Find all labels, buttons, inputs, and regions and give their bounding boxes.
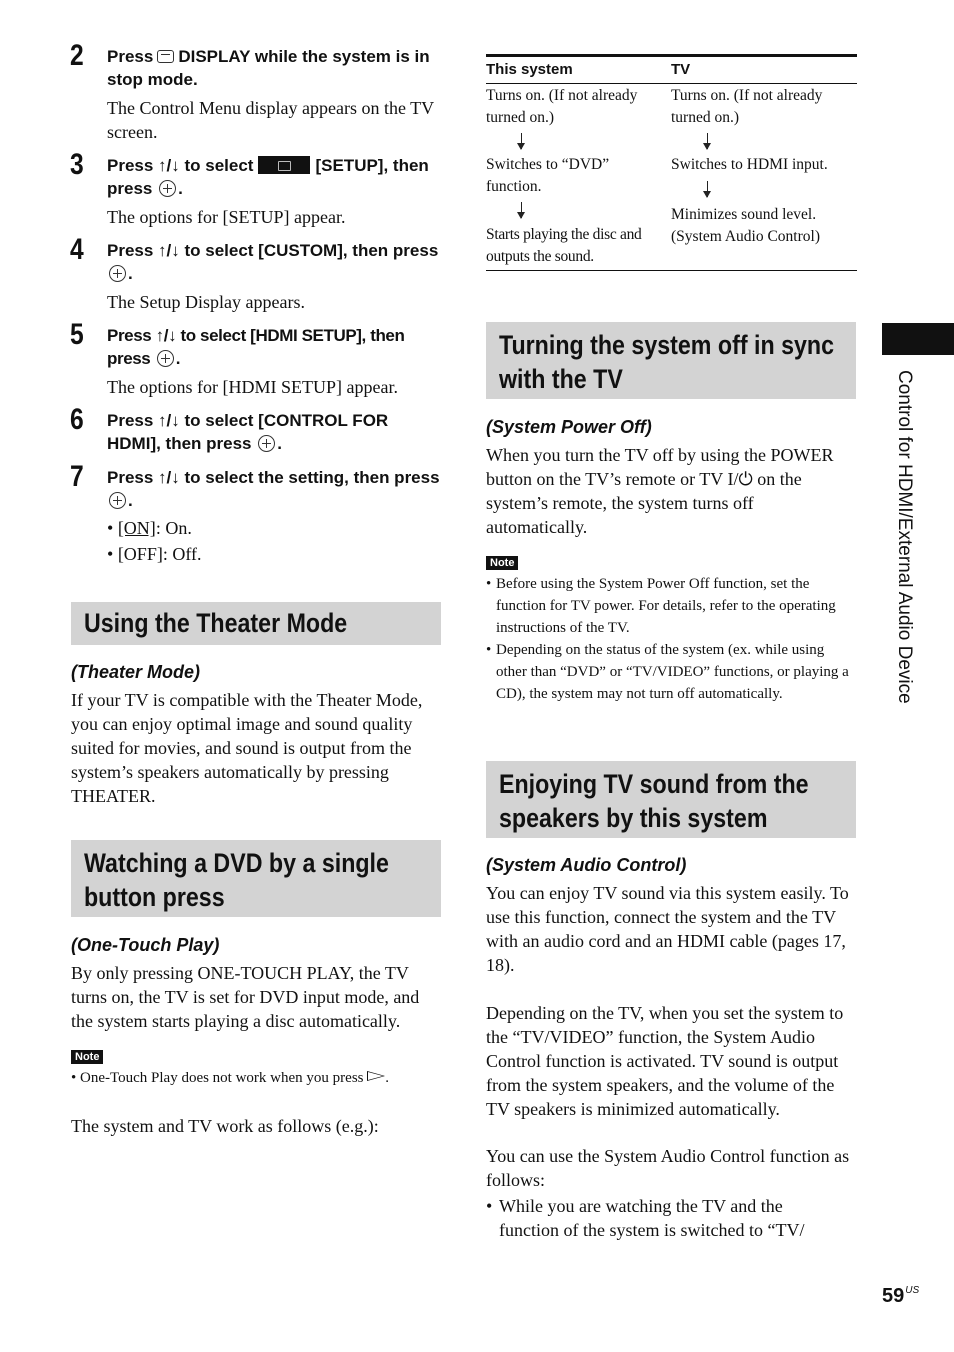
section-heading-audio: Enjoying TV sound from the speakers by this system <box>486 761 856 838</box>
step-number: 6 <box>70 403 84 436</box>
body-onetouch: By only pressing ONE-TOUCH PLAY, the TV turns on, the TV is set for DVD input mode, and the system starts playing a disc automatically. <box>71 963 420 1031</box>
system-step-3: Starts playing the disc and outputs the sound. <box>486 226 642 265</box>
step-result: The Control Menu display appears on the TV screen. <box>107 98 434 142</box>
body-audio-2: Depending on the TV, when you set the system to the “TV/VIDEO” function, the System Audio Control function is activated. TV sound is output from the system speakers, and the volume of the TV speakers is minimized automatically. <box>486 1003 844 1119</box>
audio-bullet <box>486 1194 842 1242</box>
note-badge: Note <box>486 556 518 570</box>
subtitle-audio: (System Audio Control) <box>486 855 687 875</box>
step-instruction: Press ↑/↓ to select [CUSTOM], then press . <box>107 241 439 283</box>
tv-step-2: Switches to HDMI input. <box>671 156 828 173</box>
step-instruction: Press DISPLAY while the system is in stop mode. <box>107 47 430 89</box>
bullet-item: • While you are watching the TV and the function of the system is switched to “TV/ <box>486 1196 805 1240</box>
step-options <box>107 515 445 567</box>
body-audio-1: You can enjoy TV sound via this system easily. To use this function, connect the system and the TV with an audio cord and an HDMI cable (pages 17, 18). <box>486 883 849 975</box>
note-badge: Note <box>71 1050 103 1064</box>
step-3 <box>70 148 445 229</box>
body-onetouch-follow: The system and TV work as follows (e.g.): <box>71 1116 379 1136</box>
step-5 <box>70 318 445 399</box>
subtitle-poweroff: (System Power Off) <box>486 417 652 437</box>
section-heading-theater: Using the Theater Mode <box>71 602 441 645</box>
table-header <box>486 57 857 84</box>
note-onetouch: • One-Touch Play does not work when you press . <box>71 1070 389 1086</box>
arrow-down-icon <box>707 181 708 197</box>
section-heading-onetouch: Watching a DVD by a single button press <box>71 840 441 917</box>
note-item: • Depending on the status of the system (ex. while using other than “DVD” or “TV/VIDEO” functions, or playing a CD), the system may not turn off automatically. <box>486 642 849 702</box>
table-body <box>486 84 857 270</box>
step-instruction: Press ↑/↓ to select [HDMI SETUP], then press . <box>107 326 405 368</box>
option-on: • [ON]: On. <box>107 518 192 538</box>
step-number: 5 <box>70 318 84 351</box>
system-step-1: Turns on. (If not already turned on.) <box>486 87 638 126</box>
step-4 <box>70 233 445 314</box>
column-header-tv: TV <box>671 61 691 78</box>
step-instruction: Press ↑/↓ to select [SETUP], then press . <box>107 156 429 198</box>
step-2 <box>70 39 445 144</box>
note-list-poweroff <box>486 573 856 705</box>
step-number: 7 <box>70 460 84 493</box>
step-number: 4 <box>70 233 84 266</box>
note-item: • Before using the System Power Off function, set the function for TV power. For details, refer to the operating instructions of the TV. <box>486 576 836 636</box>
display-button-icon <box>157 50 174 63</box>
arrow-down-icon <box>521 202 522 218</box>
step-7 <box>70 460 445 567</box>
body-audio-3: You can use the System Audio Control function as follows: <box>486 1146 850 1190</box>
body-poweroff: When you turn the TV off by using the POWER button on the TV’s remote or TV I/⏻ on the system’s remote, the system turns off automatically. <box>486 445 834 537</box>
subtitle-theater: (Theater Mode) <box>71 662 201 682</box>
step-instruction: Press ↑/↓ to select [CONTROL FOR HDMI], then press . <box>107 411 389 453</box>
arrow-down-icon <box>707 133 708 149</box>
enter-button-icon <box>159 180 176 197</box>
step-number: 2 <box>70 39 84 72</box>
enter-button-icon <box>258 435 275 452</box>
enter-button-icon <box>109 492 126 509</box>
enter-button-icon <box>157 350 174 367</box>
system-step-2: Switches to “DVD” function. <box>486 156 610 195</box>
arrow-down-icon <box>521 133 522 149</box>
tv-step-3: Minimizes sound level. (System Audio Control) <box>671 206 820 245</box>
body-theater: If your TV is compatible with the Theater Mode, you can enjoy optimal image and sound quality suited for movies, and sound is output from the system’s speakers automatically by pressing THEATER. <box>71 690 423 806</box>
step-instruction: Press ↑/↓ to select the setting, then press . <box>107 468 440 510</box>
step-result: The options for [SETUP] appear. <box>107 207 346 227</box>
column-header-system: This system <box>486 61 573 78</box>
toolbox-icon <box>258 156 310 174</box>
step-number: 3 <box>70 148 84 181</box>
page-number: $59^{US}$ <box>882 1285 920 1307</box>
tv-step-1: Turns on. (If not already turned on.) <box>671 87 823 126</box>
step-result: The Setup Display appears. <box>107 292 305 312</box>
side-section-label: Control for HDMI/External Audio Device <box>894 370 915 704</box>
section-heading-poweroff: Turning the system off in sync with the TV <box>486 322 856 399</box>
play-icon <box>367 1071 385 1081</box>
subtitle-onetouch: (One-Touch Play) <box>71 935 220 955</box>
step-6 <box>70 403 445 455</box>
section-tab-marker <box>882 323 954 355</box>
sequence-table <box>486 54 857 271</box>
option-off: • [OFF]: Off. <box>107 544 202 564</box>
step-result: The options for [HDMI SETUP] appear. <box>107 377 398 397</box>
enter-button-icon <box>109 265 126 282</box>
